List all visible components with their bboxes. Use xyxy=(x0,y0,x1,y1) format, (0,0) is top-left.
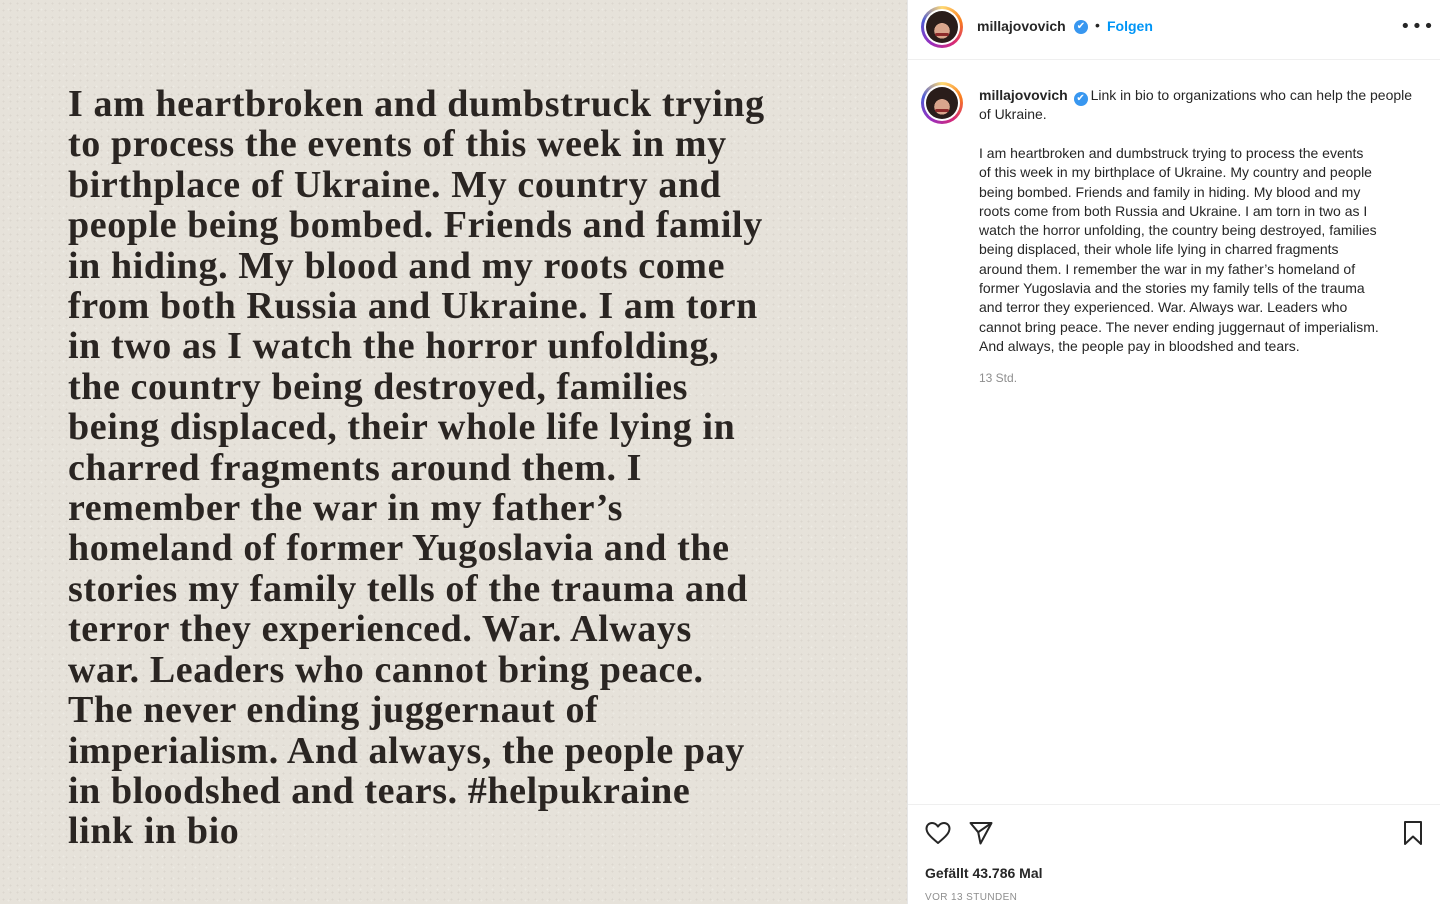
follow-button[interactable]: Folgen xyxy=(1107,18,1153,34)
more-options-icon[interactable]: ••• xyxy=(1400,16,1435,37)
caption-line: cannot bring peace. The never ending juggernaut of imperialism. xyxy=(979,318,1379,335)
caption-line: of this week in my birthplace of Ukraine. My country and people xyxy=(979,164,1372,181)
verified-badge-icon: ✔ xyxy=(1074,20,1088,34)
image-text-line: birthplace of Ukraine. My country and xyxy=(68,163,722,206)
post-timestamp[interactable]: VOR 13 STUNDEN xyxy=(925,892,1018,903)
post-image-text xyxy=(68,84,838,852)
image-text-line: people being bombed. Friends and family xyxy=(68,204,763,247)
caption-line: former Yugoslavia and the stories my family tells of the trauma xyxy=(979,280,1365,297)
post-sidebar xyxy=(907,0,1440,904)
image-text-line: war. Leaders who cannot bring peace. xyxy=(68,648,704,691)
post-actions xyxy=(908,804,1440,904)
image-text-line: remember the war in my father’s xyxy=(68,487,624,530)
caption-lead xyxy=(979,86,1419,125)
image-text-line: terror they experienced. War. Always xyxy=(68,608,692,651)
image-text-line: The never ending juggernaut of xyxy=(68,689,599,732)
caption-line: And always, the people pay in bloodshed and tears. xyxy=(979,337,1300,354)
caption-line: and terror they experienced. War. Always war. Leaders who xyxy=(979,299,1348,316)
avatar-photo xyxy=(926,11,958,43)
verified-badge-icon: ✔ xyxy=(1074,92,1088,106)
caption-line: roots come from both Russia and Ukraine. I am torn in two as I xyxy=(979,202,1368,219)
caption-time[interactable]: 13 Std. xyxy=(979,371,1018,385)
caption-line: around them. I remember the war in my father’s homeland of xyxy=(979,260,1356,277)
caption-lead-text: Link in bio to organizations who can help the people of Ukraine. xyxy=(979,87,1413,123)
caption-line: I am heartbroken and dumbstruck trying to process the events xyxy=(979,145,1364,161)
image-text-line: homeland of former Yugoslavia and the xyxy=(68,527,730,570)
caption-body xyxy=(979,144,1431,356)
image-text-line: in two as I watch the horror unfolding, xyxy=(68,325,720,368)
image-text-line: stories my family tells of the trauma and xyxy=(68,567,749,610)
avatar-photo xyxy=(926,87,958,119)
share-icon[interactable] xyxy=(968,820,994,851)
caption-avatar[interactable] xyxy=(921,82,963,124)
caption-username[interactable]: millajovovich xyxy=(979,87,1068,103)
image-text-line: I am heartbroken and dumbstruck trying xyxy=(68,83,765,125)
image-text-line: in bloodshed and tears. #helpukraine xyxy=(68,769,691,812)
like-count[interactable]: Gefällt 43.786 Mal xyxy=(925,865,1043,881)
image-text-line: from both Russia and Ukraine. I am torn xyxy=(68,285,758,328)
image-text-line: imperialism. And always, the people pay xyxy=(68,729,745,772)
image-text-line: link in bio xyxy=(68,810,240,853)
caption-line: watch the horror unfolding, the country being destroyed, families xyxy=(979,222,1377,239)
bookmark-icon[interactable] xyxy=(1402,820,1424,851)
image-text-line: in hiding. My blood and my roots come xyxy=(68,244,726,287)
image-text-line: the country being destroyed, families xyxy=(68,365,688,408)
heart-icon[interactable] xyxy=(925,821,951,850)
caption-line: being displaced, their whole life lying in charred fragments xyxy=(979,241,1339,258)
image-text-line: to process the events of this week in my xyxy=(68,123,727,166)
avatar[interactable] xyxy=(921,6,963,48)
header-username[interactable]: millajovovich xyxy=(977,18,1066,34)
separator-dot: • xyxy=(1095,17,1100,33)
caption-line: being bombed. Friends and family in hiding. My blood and my xyxy=(979,183,1361,200)
image-text-line: being displaced, their whole life lying in xyxy=(68,406,736,449)
image-text-line: charred fragments around them. I xyxy=(68,446,643,489)
post-header xyxy=(908,0,1440,60)
